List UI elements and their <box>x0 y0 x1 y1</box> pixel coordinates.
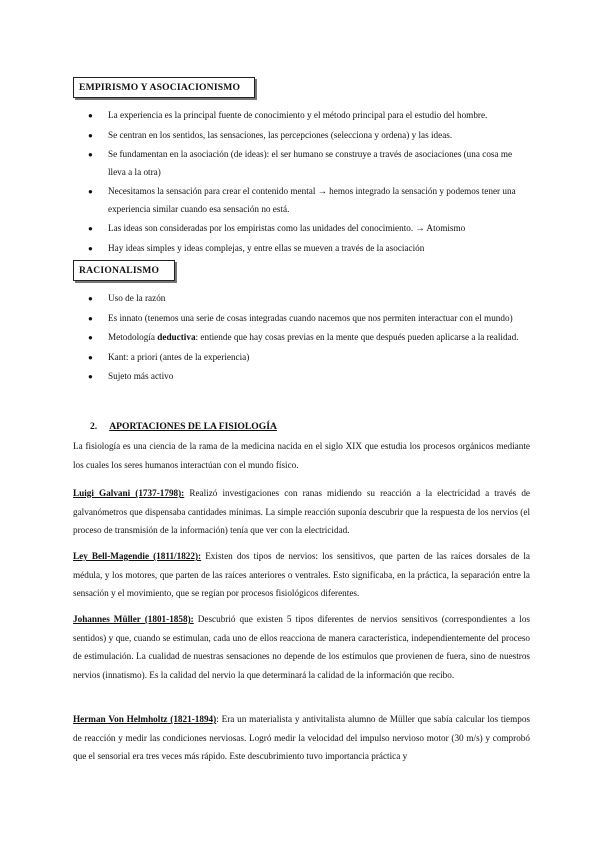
list-item: ● Kant: a priori (antes de la experiencia) <box>84 349 530 367</box>
list-racionalismo <box>84 290 530 388</box>
intro-paragraph: La fisiología es una ciencia de la rama de la medicina nacida en el siglo XIX que estudia los procesos orgánicos mediante los cuales los seres humanos interactúan con el mundo físico. <box>73 441 530 470</box>
author-name: Ley Bell-Magendie (1811/1822): <box>73 551 202 561</box>
author-name: Luigi Galvani (1737-1798): <box>73 488 185 498</box>
list-item: ● Sujeto más activo <box>84 368 530 386</box>
bullet-icon: ● <box>88 243 93 253</box>
bullet-icon: ● <box>88 294 93 303</box>
list-item: ● Hay ideas simples y ideas complejas, y entre ellas se mueven a través de la asociación <box>84 240 530 258</box>
section-number: 2. <box>90 421 98 432</box>
list-item: ● Uso de la razón <box>84 290 530 308</box>
bullet-icon: ● <box>88 224 93 233</box>
bullet-icon: ● <box>88 313 93 323</box>
section-title-text: APORTACIONES DE LA FISIOLOGÍA <box>109 421 277 432</box>
author-name: Herman Von Helmholtz (1821-1894) <box>73 714 217 724</box>
bullet-icon: ● <box>88 150 93 159</box>
heading-racionalismo: RACIONALISMO <box>73 260 175 281</box>
bullet-icon: ● <box>88 130 93 140</box>
list-item: ● Metodología deductiva: entiende que hay cosas previas en la mente que después pueden aplicarse a la realidad. <box>84 329 530 347</box>
paragraph-helmholtz: Herman Von Helmholtz (1821-1894): Era un materialista y antivitalista alumno de Müller que sabía calcular los tiempos de reacción y medir las condiciones nerviosas. Logró medir la velocidad del impulso nervioso motor (30 m/s) y comprobó que el sensorial era tres veces más rápido. Este descubrimiento tuvo importancia práctica y <box>73 714 530 761</box>
paragraph-galvani: Luigi Galvani (1737-1798): Realizó investigaciones con ranas midiendo su reacción a la electricidad a través de galvanómetros que dispensaba cantidades mínimas. La simple reacción suponía descubrir que la respuesta de los nervios (el proceso de transmisión de la información) tenía que ver con la electricidad. <box>73 488 530 535</box>
list-item: ● Es innato (tenemos una serie de cosas integradas cuando nacemos que nos permiten interactuar con el mundo) <box>84 310 530 328</box>
section-title-fisiologia <box>90 421 277 432</box>
bullet-icon: ● <box>88 333 93 342</box>
list-item: ● La experiencia es la principal fuente de conocimiento y el método principal para el estudio del hombre. <box>84 107 530 125</box>
bullet-icon: ● <box>88 352 93 362</box>
bullet-icon: ● <box>88 372 93 381</box>
bullet-icon: ● <box>88 187 93 196</box>
paragraph-muller: Johannes Müller (1801-1858): Descubrió que existen 5 tipos diferentes de nervios sensitivos (correspondientes a los sentidos) y que, cuando se estimulan, cada uno de ellos reacciona de manera característica, independientemente del proceso de estimulación. La cualidad de nuestras sensaciones no depende de los estímulos que provienen de fuera, sino de nuestros nervios (innatismo). Es la calidad del nervio la que determinará la calidad de la información que recibo. <box>73 614 530 680</box>
list-item: ● Las ideas son consideradas por los empiristas como las unidades del conocimiento. → Atomismo <box>84 220 530 238</box>
paragraph-bell-magendie: Ley Bell-Magendie (1811/1822): Existen dos tipos de nervios: los sensitivos, que parten de las raíces dorsales de la médula, y los motores, que parten de las raíces anteriores o ventrales. Esto significaba, en la práctica, la separación entre la sensación y el movimiento, que se regían por procesos fisiológicos diferentes. <box>73 551 530 598</box>
bold-term: deductiva <box>157 332 196 342</box>
author-name: Johannes Müller (1801-1858): <box>73 614 194 624</box>
list-empirismo <box>84 107 530 259</box>
list-item: ● Se centran en los sentidos, las sensaciones, las percepciones (selecciona y ordena) y las ideas. <box>84 127 530 145</box>
bullet-icon: ● <box>88 111 93 120</box>
heading-empirismo: EMPIRISMO Y ASOCIACIONISMO <box>73 77 255 98</box>
list-item: ● Necesitamos la sensación para crear el contenido mental → hemos integrado la sensación y podemos tener una experiencia similar cuando esa sensación no está. <box>84 183 530 218</box>
list-item: ● Se fundamentan en la asociación (de ideas): el ser humano se construye a través de asociaciones (una cosa me lleva a la otra) <box>84 146 530 181</box>
